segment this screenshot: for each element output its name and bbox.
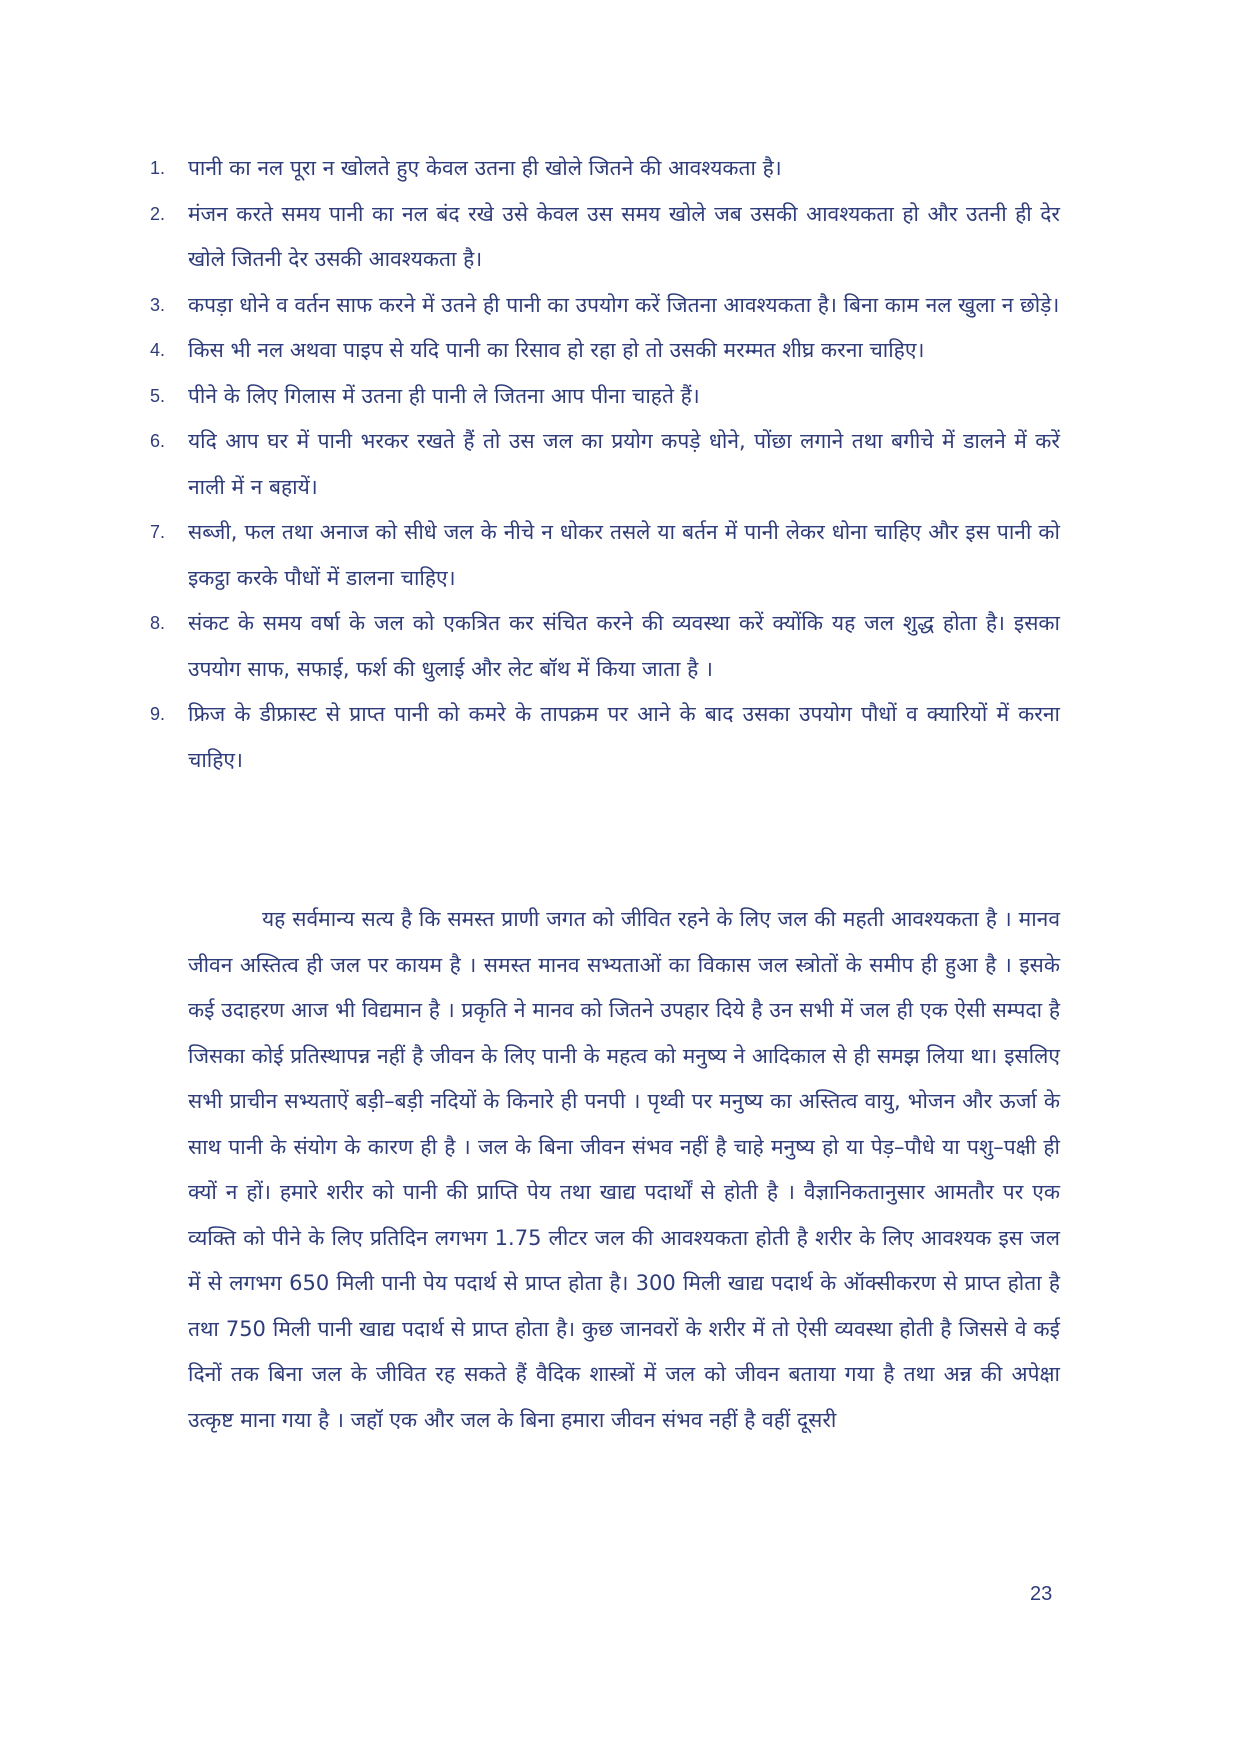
list-item-number: 5. bbox=[150, 385, 166, 406]
list-item-number: 7. bbox=[150, 522, 166, 542]
list-item-text: मंजन करते समय पानी का नल बंद रखे उसे केवल उस समय खोले जब उसकी आवश्यकता हो और उतनी ही देर खोले जितनी देर उसकी आवश्यकता है। bbox=[188, 201, 1060, 271]
list-item bbox=[150, 192, 1060, 283]
list-item bbox=[150, 692, 1060, 783]
list-item-text: फ्रिज के डीफ्रास्ट से प्राप्त पानी को कमरे के तापक्रम पर आने के बाद उसका उपयोग पौधों व क्यारियों में करना चाहिए। bbox=[188, 702, 1060, 772]
list-item-number: 9. bbox=[150, 704, 166, 724]
list-item bbox=[150, 510, 1060, 601]
list-item-text: कपड़ा धोने व वर्तन साफ करने में उतने ही पानी का उपयोग करें जितना आवश्यकता है। बिना काम नल खुला न छोड़े। bbox=[188, 292, 1060, 317]
list-item bbox=[150, 374, 1060, 420]
list-item-text: पानी का नल पूरा न खोलते हुए केवल उतना ही खोले जितने की आवश्यकता है। bbox=[188, 156, 782, 180]
body-paragraph: यह सर्वमान्य सत्य है कि समस्त प्राणी जगत को जीवित रहने के लिए जल की महती आवश्यकता है । मानव जीवन अस्तित्व ही जल पर कायम है । समस्त मानव सभ्यताओं का विकास जल स्त्रोतों के समीप ही हुआ है । इसके कई उदाहरण आज भी विद्यमान है । प्रकृति ने मानव को जितने उपहार दिये है उन सभी में जल ही एक ऐसी सम्पदा है जिसका कोई प्रतिस्थापन्न नहीं है जीवन के लिए पानी के महत्व को मनुष्य ने आदिकाल से ही समझ लिया था। इसलिए सभी प्राचीन सभ्यताऐं बड़ी–बड़ी नदियों के किनारे ही पनपी । पृथ्वी पर मनुष्य का अस्तित्व वायु, भोजन और ऊर्जा के साथ पानी के संयोग के कारण ही है । जल के बिना जीवन संभव नहीं है चाहे मनुष्य हो या पेड़–पौधे या पशु–पक्षी ही क्यों न हों। हमारे शरीर को पानी की प्राप्ति पेय तथा खाद्य पदार्थों से होती है । वैज्ञानिकतानुसार आमतौर पर एक व्यक्ति को पीने के लिए प्रतिदिन लगभग 1.75 लीटर जल की आवश्यकता होती है शरीर के लिए आवश्यक इस जल में से लगभग 650 मिली पानी पेय पदार्थ से प्राप्त होता है। 300 मिली खाद्य पदार्थ के ऑक्सीकरण से प्राप्त होता है तथा 750 मिली पानी खाद्य पदार्थ से प्राप्त होता है। कुछ जानवरों के शरीर में तो ऐसी व्यवस्था होती है जिससे वे कई दिनों तक बिना जल के जीवित रह सकते हैं वैदिक शास्त्रों में जल को जीवन बताया गया है तथा अन्न की अपेक्षा उत्कृष्ट माना गया है । जहॉ एक और जल के बिना हमारा जीवन संभव नहीं है वहीं दूसरी bbox=[188, 907, 1060, 1432]
list-item bbox=[150, 328, 1060, 374]
list-item-number: 3. bbox=[150, 294, 166, 315]
list-item-text: किस भी नल अथवा पाइप से यदि पानी का रिसाव हो रहा हो तो उसकी मरम्मत शीघ्र करना चाहिए। bbox=[188, 338, 925, 362]
list-item-number: 6. bbox=[150, 431, 166, 451]
water-saving-tips-list bbox=[150, 146, 1060, 783]
list-item-text: यदि आप घर में पानी भरकर रखते हैं तो उस जल का प्रयोग कपड़े धोने, पोंछा लगाने तथा बगीचे में डालने में करें नाली में न बहायें। bbox=[188, 429, 1060, 499]
list-item-number: 8. bbox=[150, 613, 166, 633]
list-item-number: 2. bbox=[150, 203, 166, 224]
page-number: 23 bbox=[1030, 1583, 1053, 1605]
list-item bbox=[150, 601, 1060, 692]
list-item-text: संकट के समय वर्षा के जल को एकत्रित कर संचित करने की व्यवस्था करें क्योंकि यह जल शुद्ध होता है। इसका उपयोग साफ, सफाई, फर्श की धुलाई और लेट बॉथ में किया जाता है । bbox=[188, 611, 1060, 681]
list-item-text: सब्जी, फल तथा अनाज को सीधे जल के नीचे न धोकर तसले या बर्तन में पानी लेकर धोना चाहिए और इस पानी को इकट्ठा करके पौधों में डालना चाहिए। bbox=[188, 520, 1060, 590]
list-item bbox=[150, 283, 1060, 329]
list-item-text: पीने के लिए गिलास में उतना ही पानी ले जितना आप पीना चाहते हैं। bbox=[188, 383, 700, 408]
list-item-number: 1. bbox=[150, 158, 166, 178]
list-item bbox=[150, 146, 1060, 192]
list-item-number: 4. bbox=[150, 340, 166, 360]
list-item bbox=[150, 419, 1060, 510]
